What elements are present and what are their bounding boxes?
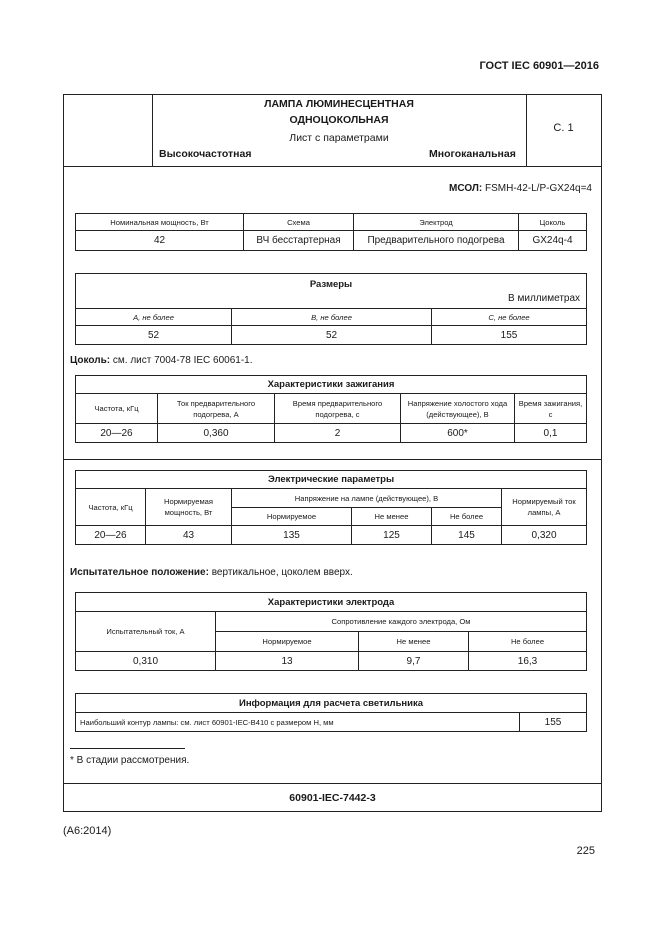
test-position-note — [70, 567, 353, 578]
header-ignition-time: Время зажигания, с — [515, 394, 587, 424]
footnote: * В стадии рассмотрения. — [70, 755, 190, 766]
header-scheme: Схема — [244, 214, 354, 231]
header-el-min: Не менее — [352, 508, 432, 526]
header-resistance: Сопротивление каждого электрода, Ом — [216, 612, 587, 632]
value-el-frequency: 20—26 — [76, 526, 146, 545]
value-res-nominal: 13 — [216, 652, 359, 671]
value-el-current: 0,320 — [502, 526, 587, 545]
header-el-voltage: Напряжение на лампе (действующее), В — [232, 489, 502, 508]
header-cap: Цоколь — [519, 214, 587, 231]
luminaire-text: Наибольший контур лампы: см. лист 60901-IEC-B410 с размером H, мм — [76, 713, 520, 732]
dimensions-title: Размеры — [309, 279, 353, 290]
title-line-1: ЛАМПА ЛЮМИНЕСЦЕНТНАЯ — [264, 98, 414, 110]
value-res-max: 16,3 — [469, 652, 587, 671]
value-ignition-time: 0,1 — [515, 424, 587, 443]
header-test-current: Испытательный ток, А — [76, 612, 216, 652]
header-power: Номинальная мощность, Вт — [76, 214, 244, 231]
value-el-min: 125 — [352, 526, 432, 545]
luminaire-title: Информация для расчета светильника — [76, 694, 587, 713]
value-test-current: 0,310 — [76, 652, 216, 671]
cap-note-label: Цоколь: — [70, 355, 111, 366]
test-position-label: Испытательное положение: — [70, 567, 209, 578]
luminaire-value: 155 — [520, 713, 587, 732]
mcol-value: FSMH-42-L/P-GX24q=4 — [485, 183, 592, 194]
value-power: 42 — [76, 231, 244, 251]
header-dim-b: B, не более — [232, 309, 432, 326]
value-res-min: 9,7 — [359, 652, 469, 671]
header-res-min: Не менее — [359, 632, 469, 652]
value-electrode: Предварительного подогрева — [354, 231, 519, 251]
value-dim-b: 52 — [232, 326, 432, 345]
ignition-table — [75, 375, 587, 443]
title-right-note: Многоканальная — [429, 148, 516, 160]
header-preheat-time: Время предварительного подогрева, с — [275, 394, 401, 424]
value-dim-a: 52 — [76, 326, 232, 345]
title-line-2: ОДНОЦОКОЛЬНАЯ — [289, 114, 389, 126]
page-ref: С. 1 — [553, 122, 574, 134]
header-electrode: Электрод — [354, 214, 519, 231]
header-el-max: Не более — [432, 508, 502, 526]
value-preheat-current: 0,360 — [158, 424, 275, 443]
cap-note-text: см. лист 7004-78 IEC 60061-1. — [112, 355, 253, 366]
ignition-title: Характеристики зажигания — [76, 376, 587, 394]
sheet-number: 60901-IEC-7442-3 — [289, 792, 376, 804]
header-el-frequency: Частота, кГц — [76, 489, 146, 526]
header-preheat-current: Ток предварительного подогрева, А — [158, 394, 275, 424]
header-el-power: Нормируемая мощность, Вт — [146, 489, 232, 526]
title-left-note: Высокочастотная — [159, 148, 252, 160]
electrical-title: Электрические параметры — [76, 471, 587, 489]
standard-number: ГОСТ IEC 60901—2016 — [479, 60, 599, 72]
dimensions-table — [75, 273, 587, 345]
luminaire-table — [75, 693, 587, 732]
test-position-text: вертикальное, цоколем вверх. — [211, 567, 353, 578]
value-el-power: 43 — [146, 526, 232, 545]
header-el-current: Нормируемый ток лампы, А — [502, 489, 587, 526]
mcol-label: МСОЛ: — [449, 183, 483, 194]
value-cap: GX24q-4 — [519, 231, 587, 251]
header-el-nominal: Нормируемое — [232, 508, 352, 526]
header-dim-a: A, не более — [76, 309, 232, 326]
cap-note — [70, 355, 253, 366]
header-frequency: Частота, кГц — [76, 394, 158, 424]
value-el-max: 145 — [432, 526, 502, 545]
value-frequency: 20—26 — [76, 424, 158, 443]
value-open-voltage: 600* — [401, 424, 515, 443]
footnote-rule — [70, 748, 185, 749]
params-table — [75, 213, 587, 251]
mcol-designation — [449, 183, 592, 194]
electrical-table — [75, 470, 587, 545]
header-res-nominal: Нормируемое — [216, 632, 359, 652]
electrode-table — [75, 592, 587, 671]
header-open-voltage: Напряжение холостого хода (действующее), В — [401, 394, 515, 424]
amendment-note: (А6:2014) — [63, 825, 112, 837]
value-preheat-time: 2 — [275, 424, 401, 443]
page-number: 225 — [576, 845, 595, 857]
electrode-title: Характеристики электрода — [76, 593, 587, 612]
value-el-nominal: 135 — [232, 526, 352, 545]
header-dim-c: C, не более — [432, 309, 587, 326]
dimensions-unit: В миллиметрах — [508, 293, 581, 304]
value-scheme: ВЧ бесстартерная — [244, 231, 354, 251]
value-dim-c: 155 — [432, 326, 587, 345]
title-line-3: Лист с параметрами — [289, 132, 389, 144]
header-res-max: Не более — [469, 632, 587, 652]
